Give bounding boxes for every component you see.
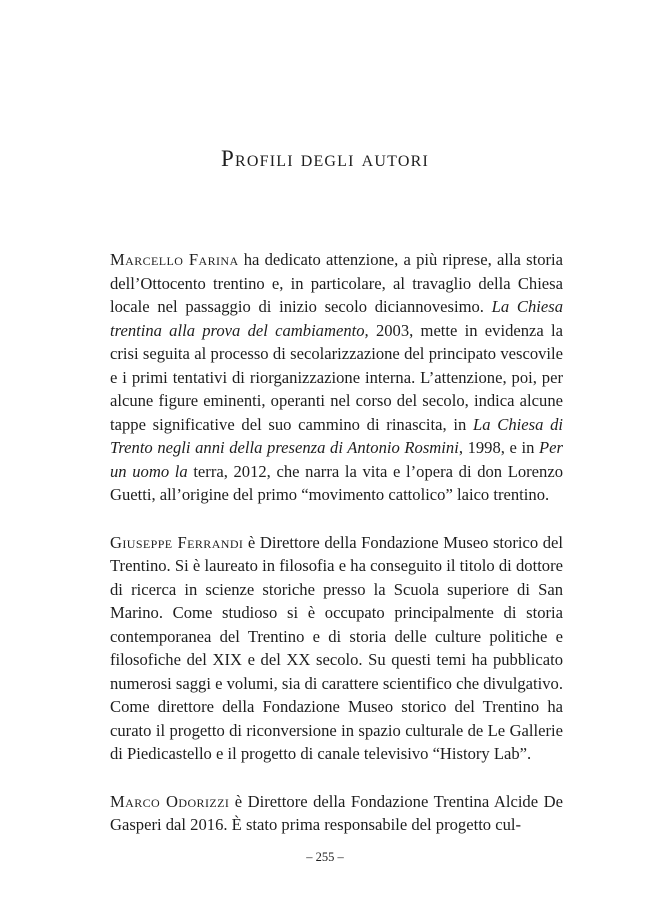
author-name: Marcello Farina (110, 250, 239, 269)
profile-text: ha dedicato attenzione, a più riprese, alla storia dell’Ottocento trentino e, in particolare, al travaglio della Chiesa locale nel passaggio di inizio secolo diciannovesimo. (110, 250, 563, 316)
page-title: Profili degli autori (221, 146, 429, 171)
profile-paragraph-farina (110, 248, 563, 507)
author-name: Marco Odorizzi (110, 791, 230, 811)
page-number: – 255 – (306, 850, 344, 864)
profile-text: è Direttore della Fondazione Trentina Alcide De Gasperi dal 2016. È stato prima responsabile del progetto cul- (110, 791, 563, 834)
profile-text: è Direttore della Fondazione Museo storico del Trentino. Si è laureato in filosofia e ha conseguito il titolo di dottore di ricerca in scienze storiche presso la Scuola superiore di San Marino. Come studioso si è occupato principalmente di storia contemporanea del Trentino e di storia delle culture politiche e filosofiche del XIX e del XX secolo. Su questi temi ha pubblicato numerosi saggi e volumi, sia di carattere scientifico che divulgativo. Come direttore della Fondazione Museo storico del Trentino ha curato il progetto di riconversione in spazio culturale de Le Gallerie di Piedicastello e il progetto di canale televisivo “History Lab”. (110, 532, 563, 763)
profile-paragraph-odorizzi (110, 790, 563, 837)
book-title: La Chiesa di Trento negli anni della presenza di Antonio Rosmini (110, 414, 563, 457)
profile-text: , 1998, e in (458, 438, 540, 457)
profile-text: terra, 2012, che narra la vita e l’opera di don Lorenzo Guetti, all’origine del primo “movimento cattolico” laico trentino. (110, 461, 564, 504)
book-title: La Chiesa trentina alla prova del cambiamento, (110, 297, 563, 340)
profile-paragraph-ferrandi (110, 531, 563, 766)
author-profiles (110, 248, 563, 861)
book-title: Per un uomo la (110, 438, 563, 481)
author-name: Giuseppe Ferrandi (110, 532, 244, 552)
profile-text: 2003, mette in evidenza la crisi seguita al processo di secolarizzazione del principato vescovile e i primi tentativi di riorganizzazione interna. L’attenzione, poi, per alcune figure eminenti, operanti nel corso del secolo, indica alcune tappe significative del suo cammino di rinascita, in (110, 320, 563, 434)
